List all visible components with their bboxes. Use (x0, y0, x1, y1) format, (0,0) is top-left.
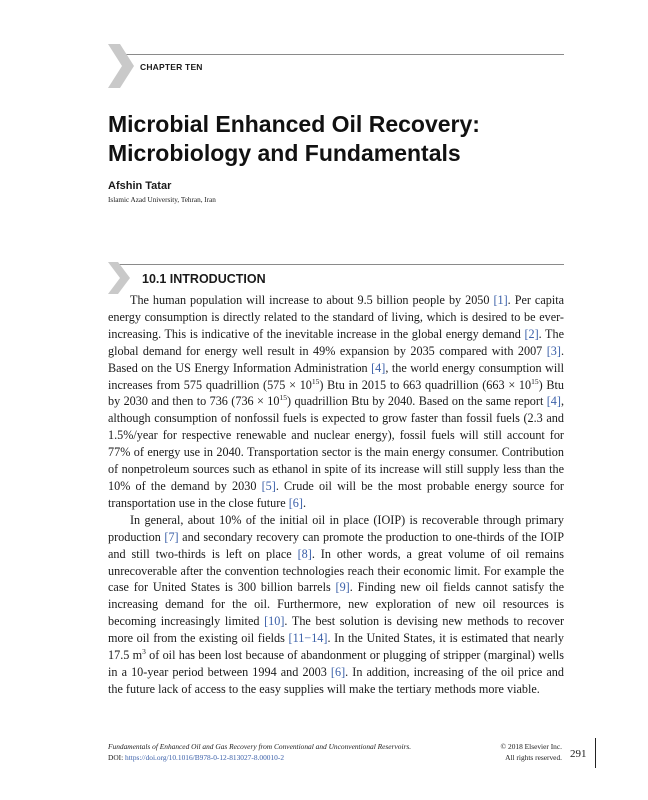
text-run: The human population will increase to about 9.5 billion people by 2050 (130, 293, 494, 307)
text-run: ) Btu in 2015 to 663 quadrillion (663 × 10 (319, 377, 532, 392)
text-run: . The global demand for energy well result in 49% expansion by 2035 compared with 2007 (108, 326, 564, 358)
citation-link[interactable]: [8] (297, 546, 312, 561)
superscript: 3 (142, 646, 146, 656)
section-heading: 10.1 INTRODUCTION (142, 272, 266, 286)
paragraph-2 (108, 512, 564, 698)
text-run: and secondary recovery can promote the production to one-thirds of the IOIP and still two-thirds is left on place (108, 529, 564, 561)
text-run: . (302, 495, 306, 510)
citation-link[interactable]: [1] (493, 293, 508, 307)
text-run: . The best solution is devising new methods to recover more oil from the existing oil fields (108, 614, 564, 646)
citation-link[interactable]: [6] (330, 664, 346, 679)
footer-doi-prefix: DOI: (108, 753, 126, 762)
text-run: ) Btu by 2030 and then to 736 (736 × 10 (108, 377, 565, 409)
text-run: . In other words, a great volume of oil remains unrecoverable after the convention technologies reach their economic limit. For example the case for United States is 300 billion barrels (108, 546, 565, 595)
text-run: of oil has been lost because of abandonment or plugging of stripper (marginal) wells in a 10-year period between 1994 and 2003 (108, 648, 564, 679)
footer-citation (108, 741, 411, 763)
text-run: , although consumption of nonfossil fuels is expected to grow faster than fossil fuels (2.3 and 1.5%/year for respective renewable and nuclear energy), fossil fuels will still account for 77% of energy use in 2040. Transportation sector is the main energy consumer. Contribution of nonpetroleum sources such as ethanol in spite of its increase will still supply less than the 10% of the demand by 2030 (108, 394, 565, 493)
footer-book-title: Fundamentals of Enhanced Oil and Gas Recovery from Conventional and Unconventional Reservoirs. (108, 742, 412, 751)
text-run: . Per capita energy consumption is directly related to the standard of living, which is desired to be ever-increasing. This is indicative of the inevitable increase in the global energy demand (108, 293, 565, 341)
citation-link[interactable]: [6] (288, 495, 303, 510)
chapter-title-line-1: Microbial Enhanced Oil Recovery: (108, 111, 480, 137)
citation-link[interactable]: [10] (264, 614, 285, 629)
text-run: . In addition, increasing of the oil price and the future lack of access to the easy supplies will make the tertiary methods more viable. (108, 664, 564, 696)
footer-copyright (486, 741, 562, 763)
body-text (108, 292, 564, 698)
text-run: . Crude oil will be the most probable energy source for transportation use in the close future (108, 478, 564, 510)
chapter-title-line-2: Microbiology and Fundamentals (108, 140, 461, 166)
text-run: . Based on the US Energy Information Administration (108, 343, 564, 375)
page-number: 291 (570, 748, 587, 760)
superscript: 15 (531, 376, 539, 386)
rights-notice: All rights reserved. (505, 753, 562, 762)
citation-link[interactable]: [4] (371, 360, 386, 375)
paragraph-1 (108, 292, 564, 512)
text-run: , the world energy consumption will increases from 575 quadrillion (575 × 10 (108, 360, 564, 392)
citation-link[interactable]: [4] (546, 394, 561, 409)
citation-link[interactable]: [9] (335, 580, 350, 595)
footer-doi-link[interactable]: https://doi.org/10.1016/B978-0-12-813027-8.00010-2 (125, 753, 285, 762)
copyright-notice: © 2018 Elsevier Inc. (500, 742, 562, 751)
text-run: . Finding new oil fields cannot satisfy the increasing demand for the oil. Furthermore, new exploration of new oil resources is becoming increasingly limited (108, 580, 564, 629)
citation-link[interactable]: [5] (261, 478, 276, 493)
author-name: Afshin Tatar (108, 180, 172, 192)
chapter-label: CHAPTER TEN (140, 62, 203, 72)
page-number-rule (595, 738, 596, 768)
citation-link[interactable]: [11−14] (288, 631, 328, 646)
citation-link[interactable]: [2] (524, 326, 539, 341)
citation-link[interactable]: [7] (164, 529, 179, 544)
superscript: 15 (279, 393, 287, 403)
superscript: 15 (311, 376, 320, 386)
citation-link[interactable]: [3] (546, 343, 561, 358)
text-run: . In the United States, it is estimated that nearly 17.5 m (108, 631, 564, 663)
chapter-title (108, 110, 480, 168)
text-run: In general, about 10% of the initial oil in place (IOIP) is recoverable through primary production (108, 512, 564, 544)
text-run: ) quadrillion Btu by 2040. Based on the same report (287, 394, 547, 409)
author-affiliation: Islamic Azad University, Tehran, Iran (108, 196, 216, 204)
